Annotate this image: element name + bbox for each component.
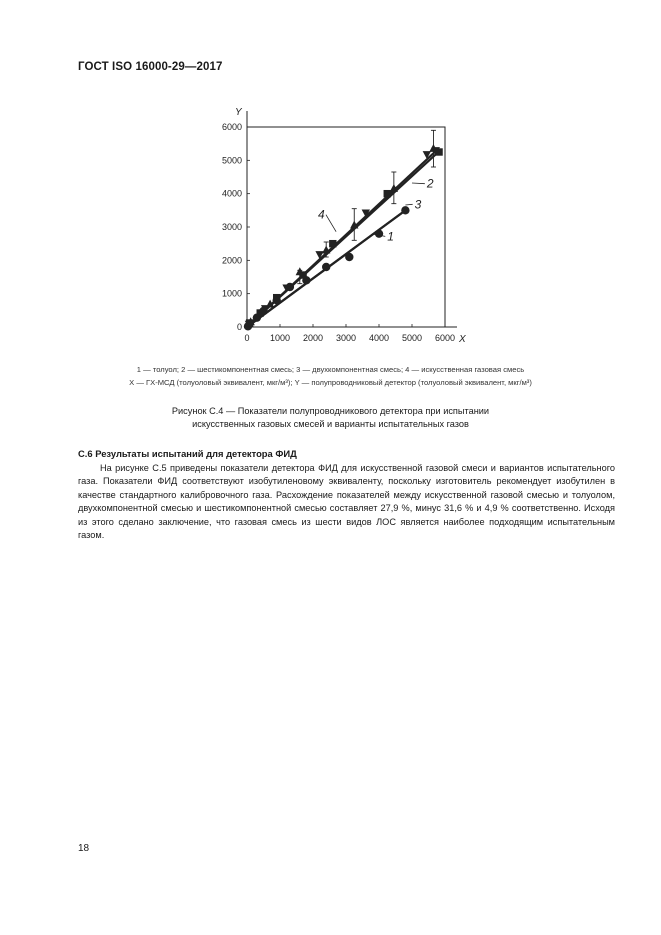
x-tick-label: 4000 xyxy=(368,333,390,343)
series-3-point xyxy=(329,240,336,247)
series-4-point xyxy=(296,267,304,275)
series-1-point xyxy=(375,229,383,237)
y-tick-label: 0 xyxy=(236,322,242,332)
document-header: ГОСТ ISO 16000-29—2017 xyxy=(78,61,223,73)
series-3-point xyxy=(435,148,442,155)
detector-chart xyxy=(200,96,480,351)
series-label-4: 4 xyxy=(317,207,325,222)
series-3-point xyxy=(257,309,264,316)
section-paragraph: На рисунке С.5 приведены показатели детектора ФИД для искусственной газовой смеси и вариантов испытательного газа. Показатели ФИД соответствуют изобутиленовому эквиваленту, поскольку изготовитель рекомендует изобутилен в качестве стандартного калибровочного газа. Расхождение показателей между искусственной газовой смесью и толуолом, двухкомпонентной смесью и шестикомпонентной смесью составляет 27,9 %, минус 31,6 % и 4,9 % соответственно. Исходя из этого сделано заключение, что газовая смесь из шести видов ЛОС является наиболее подходящим испытательным газом. xyxy=(78,463,615,541)
x-tick-label: 6000 xyxy=(434,333,456,343)
y-tick-label: 6000 xyxy=(221,122,242,132)
series-callout-line-4 xyxy=(326,215,336,232)
figure-caption-line-2: искусственных газовых смесей и варианты испытательных газов xyxy=(192,419,469,429)
series-3-point xyxy=(273,294,280,301)
x-axis-label: X xyxy=(459,334,466,345)
series-1-point xyxy=(322,263,330,271)
y-tick-label: 2000 xyxy=(221,255,242,266)
y-tick-label: 1000 xyxy=(221,288,242,299)
y-tick-label: 5000 xyxy=(221,155,242,166)
figure-caption-line-1: Рисунок С.4 — Показатели полупроводникового детектора при испытании xyxy=(171,406,490,416)
series-callout-line-2 xyxy=(412,183,425,184)
section-title: С.6 Результаты испытаний для детектора ФИД xyxy=(78,448,297,459)
x-tick-label: 2000 xyxy=(302,333,324,343)
figure-legend-line-2: X — ГХ-МСД (толуоловый эквивалент, мкг/м³); Y — полупроводниковый детектор (толуоловый эквивалент, мкг/м³) xyxy=(129,378,532,387)
y-axis-label: Y xyxy=(235,107,242,118)
series-3-point xyxy=(384,190,391,197)
x-tick-label: 3000 xyxy=(335,333,357,343)
x-tick-label: 1000 xyxy=(269,333,291,343)
series-1-point xyxy=(345,253,353,261)
x-tick-label: 0 xyxy=(244,333,250,343)
series-callout-line-3 xyxy=(405,204,412,205)
series-1-point xyxy=(401,206,409,214)
series-label-3: 3 xyxy=(414,197,422,212)
y-tick-label: 4000 xyxy=(221,188,242,199)
figure-legend-line-1: 1 — толуол; 2 — шестикомпонентная смесь; 3 — двухкомпонентная смесь; 4 — искусственная газовая смесь xyxy=(136,365,525,374)
series-label-2: 2 xyxy=(426,176,434,191)
page-number: 18 xyxy=(78,843,90,854)
x-tick-label: 5000 xyxy=(401,333,423,343)
y-tick-label: 3000 xyxy=(221,222,242,232)
series-label-1: 1 xyxy=(387,229,394,244)
